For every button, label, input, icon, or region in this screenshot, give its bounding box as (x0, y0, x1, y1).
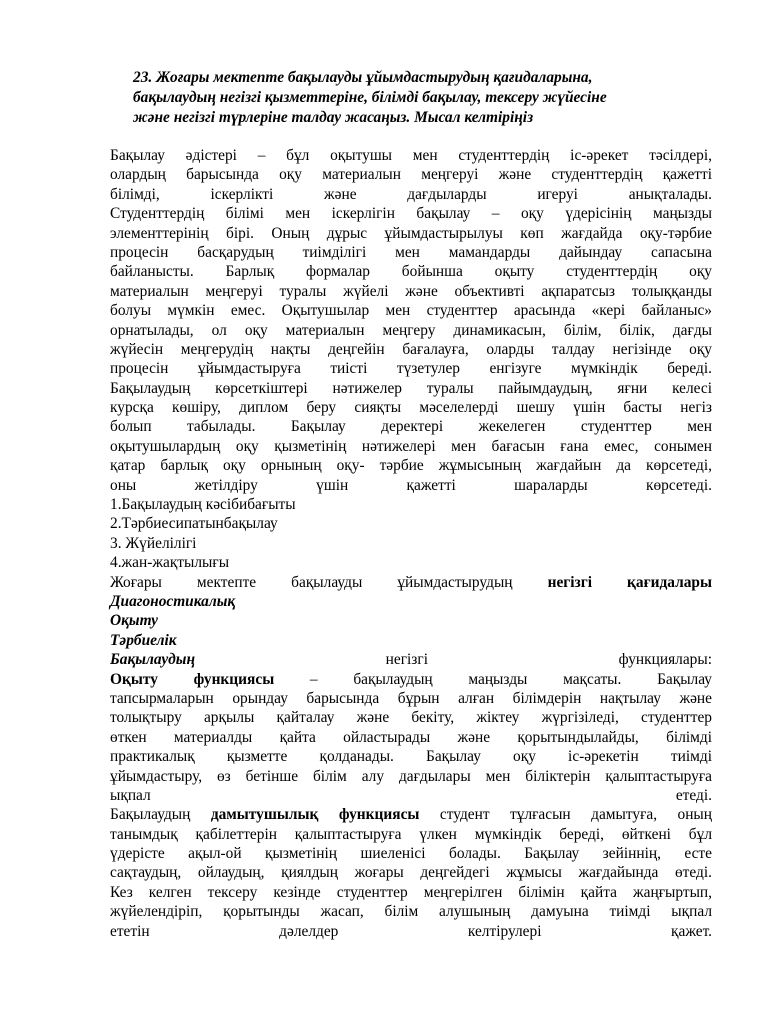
text-line: Студенттердің білімі мен іскерлігін бақылау – оқу үдерісінің маңызды (110, 205, 712, 223)
heading-line: 23. Жоғары мектепте бақылауды ұйымдастырудың қағидаларына, (133, 69, 593, 86)
list-item: 2.Тәрбиесипатынбақылау (110, 515, 278, 533)
principles-intro-text: Жоғары мектепте бақылауды ұйымдастырудың (110, 573, 513, 591)
text-line (110, 670, 712, 689)
principles-intro-line (110, 573, 712, 592)
text-line: үдерісте ақыл-ой қызметінің шиеленісі болады. Бақылау зейіннің, есте (110, 845, 712, 863)
control-features-list (110, 495, 712, 573)
text-line: ететін дәлелдер келтірулері қажет. (110, 922, 712, 940)
paragraph-developing-function (110, 805, 712, 941)
principle-item: Оқыту (110, 612, 159, 630)
text-line: сақтаудың, ойлаудың, қиялдың жоғары деңгейдегі жұмысы жағдайында өтеді. (110, 864, 712, 882)
text-line: Бақылау әдістері – бұл оқытушы мен студенттердің іс-әрекет тәсілдері, (110, 147, 712, 164)
principles-list (110, 592, 712, 650)
text-line: курсқа көшіру, диплом беру сияқты мәселелерді шешу үшін басты негіз (110, 399, 712, 417)
text-line: қатар барлық оқу орнының оқу- тәрбие жұмысының жағдайын да көрсетеді, (110, 457, 712, 475)
document-page (110, 0, 712, 941)
text-line: ықпал етеді. (110, 786, 712, 804)
text-line: ұйымдастыру, өз бетінше білім алу дағдылары мен біліктерін қалыптастыруға (110, 767, 712, 785)
text-line: Бақылаудың көрсеткіштері нәтижелер туралы пайымдаудың, яғни келесі (110, 379, 712, 397)
text-line: оны жетілдіру үшін қажетті шараларды көрсетеді. (110, 476, 712, 494)
functions-intro-line (110, 650, 712, 669)
text-line: танымдық қабілеттерін қалыптастыруға үлкен мүмкіндік береді, өйткені бұл (110, 825, 712, 843)
heading-line: және негізгі түрлеріне талдау жасаңыз. Мысал келтіріңіз (133, 109, 534, 126)
text-line: олардың барысында оқу материалын меңгеруі және студенттердің қажетті (110, 166, 712, 184)
developing-function-lead: Бақылаудың (110, 806, 191, 824)
list-item: 3. Жүйелілігі (110, 534, 197, 552)
document-body (110, 146, 712, 941)
text-line: жүйелендіріп, қорытынды жасап, білім алушының дамуына тиімді ықпал (110, 903, 712, 921)
text-line: материалын меңгеруі туралы жүйелі және объективті ақпаратсыз толыққанды (110, 282, 712, 300)
text-line: Кез келген тексеру кезінде студенттер меңгерілген білімін қайта жаңғыртып, (110, 883, 712, 901)
text-line: толықтыру арқылы қайталау және бекіту, жіктеу жүргізіледі, студенттер (110, 709, 712, 727)
developing-function-rest: студент тұлғасын дамытуға, оның (439, 806, 712, 824)
text-line: оқытушылардың оқу қызметінің нәтижелері мен бағасын ғана емес, сонымен (110, 437, 712, 455)
text-line: болуы мүмкін емес. Оқытушылар мен студенттер арасында «кері байланыс» (110, 302, 712, 320)
teaching-function-term: Оқыту функциясы (110, 670, 275, 688)
heading-line: бақылаудың негізгі қызметтеріне, білімді бақылау, тексеру жүйесіне (133, 89, 607, 106)
text-line: орнатылады, ол оқу материалын меңгеру динамикасын, білім, білік, дағды (110, 321, 712, 339)
principle-item: Тәрбиелік (110, 631, 177, 649)
paragraph-control-methods (110, 146, 712, 495)
text-line: практикалық қызметте қолданады. Бақылау оқу іс-әрекетін тиімді (110, 748, 712, 766)
developing-function-term: дамытушылық функциясы (210, 806, 420, 824)
text-line: тапсырмаларын орындау барысында бұрын алған білімдерін нақтылау және (110, 689, 712, 707)
paragraph-teaching-function (110, 670, 712, 806)
text-line: жүйесін меңгерудің нақты деңгейін бағалауға, оларды талдау негізінде оқу (110, 340, 712, 358)
text-line: процесін басқарудың тиімділігі мен мамандарды дайындау сапасына (110, 243, 712, 261)
functions-intro-bold: Бақылаудың (110, 651, 195, 669)
text-line: болып табылады. Бақылау деректері жекелеген студенттер мен (110, 418, 712, 436)
text-line: өткен материалды қайта ойластырады және қорытындылайды, білімді (110, 728, 712, 746)
teaching-function-lead: – бақылаудың маңызды мақсаты. Бақылау (309, 670, 712, 688)
principle-item: Диагоностикалық (110, 592, 236, 610)
question-heading (133, 68, 712, 128)
text-line: процесін ұйымдастыруға тиісті түзетулер енгізуге мүмкіндік береді. (110, 360, 712, 378)
text-line: байланысты. Барлық формалар бойынша оқыту студенттердің оқу (110, 263, 712, 281)
functions-intro-text: негізгі функциялары: (385, 651, 712, 669)
list-item: 4.жан-жақтылығы (110, 554, 230, 572)
text-line (110, 805, 712, 824)
list-item: 1.Бақылаудың кәсібибағыты (110, 496, 296, 514)
text-line: элементтерінің бірі. Оның дұрыс ұйымдастырылуы көп жағдайда оқу-тәрбие (110, 224, 712, 242)
text-line: білімді, іскерлікті және дағдыларды игеруі анықталады. (110, 185, 712, 203)
principles-intro-bold: негізгі қағидалары (547, 573, 712, 591)
